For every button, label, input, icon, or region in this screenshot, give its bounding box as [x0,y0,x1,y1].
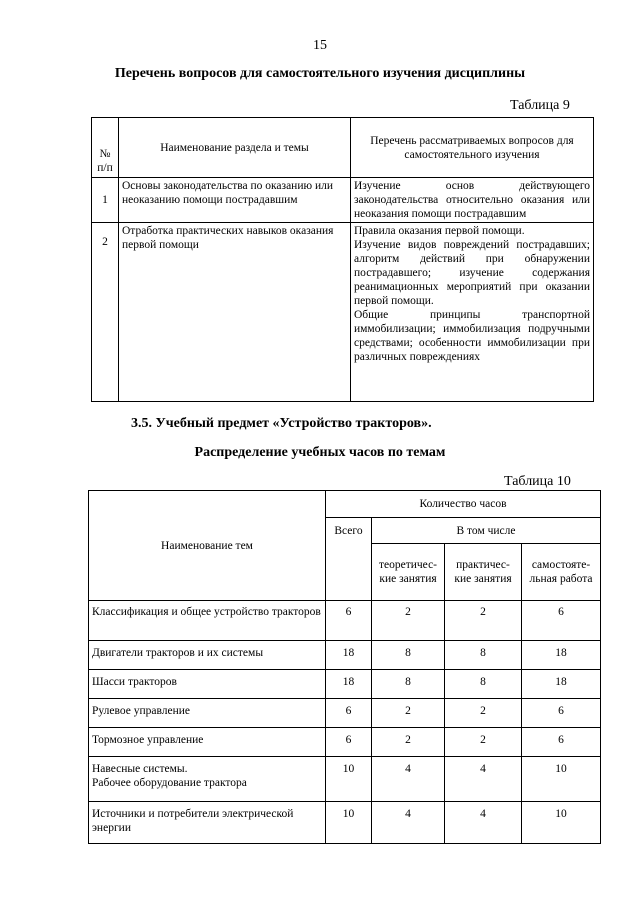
table10-title: Распределение учебных часов по темам [194,445,446,460]
table10-label: Таблица 10 [504,474,571,489]
table9-row-questions: Изучение основ действующего законодательства относительно оказания или неоказания помощи пострадавшим [351,178,594,223]
table9-title: Перечень вопросов для самостоятельного изучения дисциплины [114,66,526,81]
table10-row-practice: 8 [445,670,522,699]
table-row [89,670,601,699]
table9-row-section: Основы законодательства по оказанию или неоказанию помощи пострадавшим [119,178,351,223]
question-item: Общие принципы транспортной иммобилизации; иммобилизация подручными средствами; особенности иммобилизации при различных повреждениях [354,309,590,363]
table10-row-self: 10 [522,802,601,844]
table10-row-total: 6 [326,699,372,728]
table10-row-self: 6 [522,699,601,728]
table10-header-including: В том числе [372,518,601,544]
table10-row-total: 18 [326,641,372,670]
table-row [89,757,601,802]
question-item: Изучение видов повреждений пострадавших; алгоритм действий при обнаружении пострадавшего; изучение содержания реанимационных мероприятий при оказании первой помощи. [354,239,590,307]
table10-header-hours: Количество часов [326,491,601,518]
table10-row-topic: Навесные системы. Рабочее оборудование трактора [89,757,326,802]
table9-row-num: 2 [92,223,119,402]
table10-row-theory: 2 [372,601,445,641]
table10-row-theory: 4 [372,802,445,844]
table10-row-theory: 4 [372,757,445,802]
table9-row-questions [351,223,594,402]
section-heading: 3.5. Учебный предмет «Устройство тракторов». [131,416,432,431]
table10-header-topic: Наименование тем [89,491,326,601]
table-row [89,641,601,670]
table9-header-questions: Перечень рассматриваемых вопросов для самостоятельного изучения [351,118,594,178]
table10-row-total: 6 [326,601,372,641]
table10-header-practice: практичес-кие занятия [445,544,522,601]
table-row [92,223,594,402]
table10-row-theory: 2 [372,699,445,728]
table10-row-practice: 2 [445,699,522,728]
table10-row-theory: 2 [372,728,445,757]
table9-row-num: 1 [92,178,119,223]
table-row [89,802,601,844]
table10-row-topic: Источники и потребители электрической энергии [89,802,326,844]
table10-row-self: 10 [522,757,601,802]
table10-row-topic: Шасси тракторов [89,670,326,699]
table10-row-practice: 4 [445,757,522,802]
table10-header-row [89,491,601,518]
table10-header-total: Всего [326,518,372,601]
table10 [88,490,601,844]
table10-row-practice: 8 [445,641,522,670]
table10-row-self: 6 [522,728,601,757]
table-row [89,728,601,757]
table10-row-topic: Тормозное управление [89,728,326,757]
table10-row-topic: Двигатели тракторов и их системы [89,641,326,670]
table10-row-total: 10 [326,802,372,844]
table10-row-total: 18 [326,670,372,699]
table10-row-self: 6 [522,601,601,641]
table9-header-row [92,118,594,178]
page-number: 15 [313,38,327,53]
table-row [89,699,601,728]
table10-row-total: 10 [326,757,372,802]
table10-row-practice: 2 [445,601,522,641]
table10-header-theory: теоретичес-кие занятия [372,544,445,601]
table9-label: Таблица 9 [510,98,570,113]
table-row [89,601,601,641]
table10-row-practice: 2 [445,728,522,757]
table10-row-topic: Рулевое управление [89,699,326,728]
table10-row-total: 6 [326,728,372,757]
table10-row-self: 18 [522,670,601,699]
table9-header-section: Наименование раздела и темы [119,118,351,178]
table10-row-self: 18 [522,641,601,670]
question-item: Правила оказания первой помощи. [354,225,525,237]
table10-row-topic: Классификация и общее устройство тракторов [89,601,326,641]
table-row [92,178,594,223]
table9-header-num: № п/п [92,118,119,178]
table10-row-theory: 8 [372,641,445,670]
table10-header-self: самостояте-льная работа [522,544,601,601]
table10-row-theory: 8 [372,670,445,699]
table9 [91,117,594,402]
table9-row-section: Отработка практических навыков оказания первой помощи [119,223,351,402]
table10-row-practice: 4 [445,802,522,844]
